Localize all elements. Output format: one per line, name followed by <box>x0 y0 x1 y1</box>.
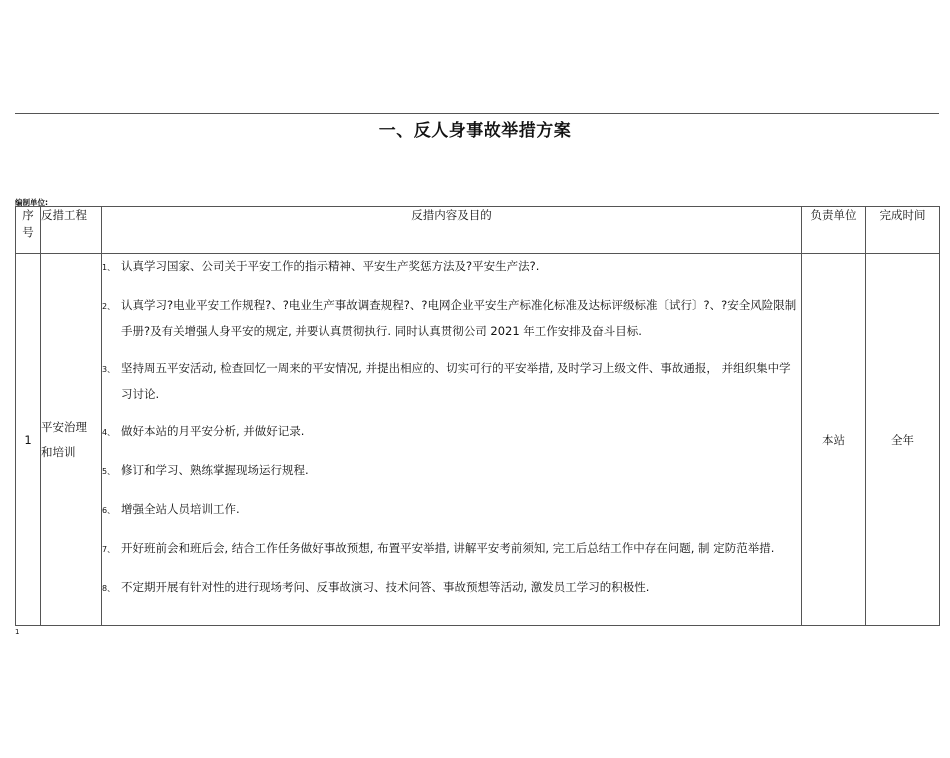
row-item: 平安治理 和培训 <box>41 254 102 626</box>
row-content <box>102 254 802 626</box>
header-dept: 负责单位 <box>802 207 866 254</box>
top-rule <box>15 113 939 114</box>
measure-item: 6、 增强全站人员培训工作. <box>102 502 240 516</box>
table-row <box>16 254 940 626</box>
measure-item: 7、 开好班前会和班后会, 结合工作任务做好事故预想, 布置平安举措, 讲解平安考前须知, 完工后总结工作中存在问题, 制 定防范举措. <box>102 541 775 555</box>
header-seq: 序 号 <box>16 207 41 254</box>
page-number: 1 <box>15 628 20 636</box>
header-content: 反措内容及目的 <box>102 207 802 254</box>
table-header-row <box>16 207 940 254</box>
header-item: 反措工程 <box>41 207 102 254</box>
document-title: 一、反人身事故举措方案 <box>378 121 572 141</box>
measure-item: 1、 认真学习国家、公司关于平安工作的指示精神、平安生产奖惩方法及?平安生产法?. <box>102 259 540 273</box>
measures-table <box>15 206 940 626</box>
measure-item: 2、 认真学习?电业平安工作规程?、?电业生产事故调查规程?、?电网企业平安生产标准化标准及达标评级标准〔试行〕?、?安全风险限制手册?及有关增强人身平安的规定, 并要认真贯彻执行. 同时认真贯彻公司 2021 年工作安排及奋斗目标. <box>102 298 797 338</box>
header-time: 完成时间 <box>866 207 940 254</box>
row-dept: 本站 <box>802 254 866 626</box>
measure-item: 8、 不定期开展有针对性的进行现场考问、反事故演习、技术问答、事故预想等活动, 激发员工学习的积极性. <box>102 580 650 594</box>
row-seq: 1 <box>16 254 41 626</box>
measure-item: 3、 坚持周五平安活动, 检查回忆一周来的平安情况, 并提出相应的、切实可行的平安举措, 及时学习上级文件、事故通报， 并组织集中学习讨论. <box>102 361 791 401</box>
row-time: 全年 <box>866 254 940 626</box>
measure-item: 5、 修订和学习、熟练掌握现场运行规程. <box>102 463 309 477</box>
unit-label: 编制单位: <box>15 198 48 207</box>
measure-item: 4、 做好本站的月平安分析, 并做好记录. <box>102 424 305 438</box>
